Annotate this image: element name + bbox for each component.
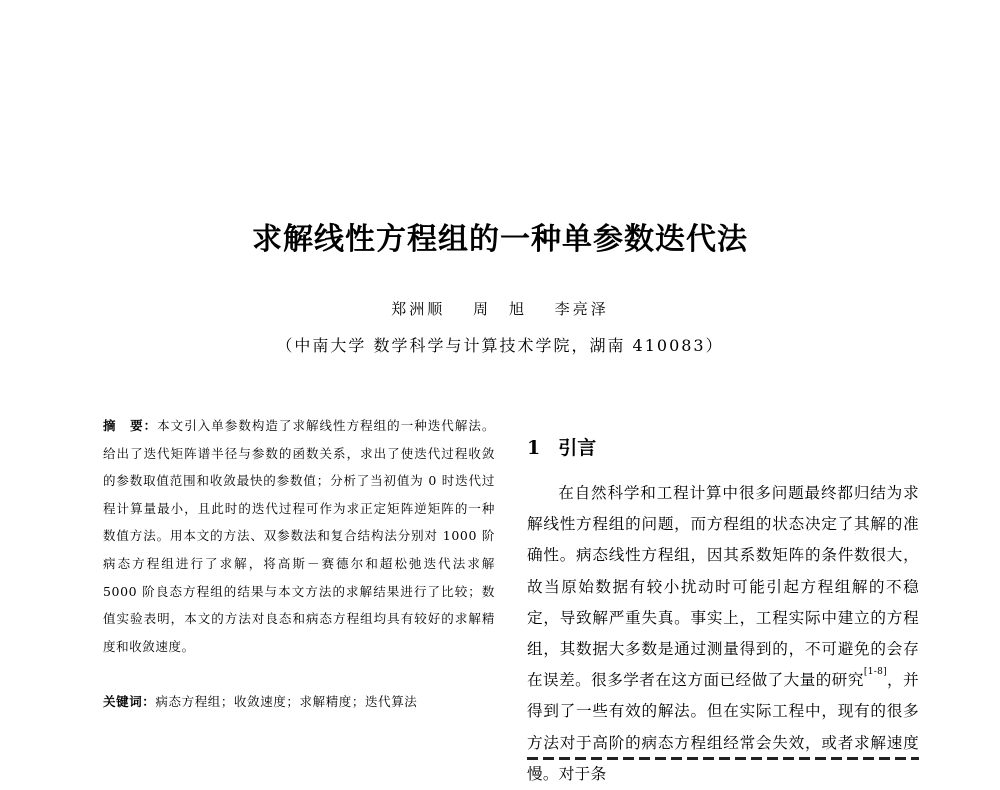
section-number: 1 [527, 437, 541, 459]
keywords [103, 692, 495, 710]
intro-text: 在自然科学和工程计算中很多问题最终都归结为求解线性方程组的问题，而方程组的状态决定了其解的准确性。病态线性方程组，因其系数矩阵的条件数很大，故当原始数据有较小扰动时可能引起方程组解的不稳定，导致解严重失真。事实上，工程实际中建立的方程组，其数据大多数是通过测量得到的，不可避免的会存在误差。很多学者在这方面已经做了大量的研究 [527, 484, 919, 690]
author-name: 郑洲顺 [391, 300, 446, 318]
abstract-label: 摘 要： [103, 418, 158, 433]
abstract-text: 本文引入单参数构造了求解线性方程组的一种迭代解法。给出了迭代矩阵谱半径与参数的函数关系，求出了使迭代过程收敛的参数取值范围和收敛最快的参数值；分析了当初值为 0 时迭代过程计算量最小，且此时的迭代过程可作为求正定矩阵逆矩阵的一种数值方法。用本文的方法、双参数法和复合结构法分别对 1000 阶病态方程组进行了求解，将高斯－赛德尔和超松弛迭代法求解 5000 阶良态方程组的结果与本文方法的求解结果进行了比较；数值实验表明，本文的方法对良态和病态方程组均具有较好的求解精度和收敛速度。 [103, 418, 495, 654]
affiliation: （中南大学 数学科学与计算技术学院，湖南 410083） [276, 336, 724, 355]
intro-text-continued: ，并得到了一些有效的解法。但在实际工程中，现有的很多方法对于高阶的病态方程组经常会失效，或者求解速度慢。对于条 [527, 671, 919, 783]
paper-title: 求解线性方程组的一种单参数迭代法 [252, 222, 748, 257]
truncated-text-line [527, 752, 919, 760]
keywords-label: 关键词： [103, 694, 156, 709]
keywords-text: 病态方程组；收敛速度；求解精度；迭代算法 [155, 694, 418, 709]
section-title: 引言 [558, 437, 597, 459]
citation-ref[interactable]: [1-8] [863, 667, 887, 678]
abstract [103, 412, 495, 660]
intro-paragraph [527, 478, 919, 790]
author-list [0, 298, 1000, 319]
author-name: 周 旭 [472, 300, 527, 318]
section-heading [527, 433, 596, 460]
author-name: 李亮泽 [554, 300, 609, 318]
